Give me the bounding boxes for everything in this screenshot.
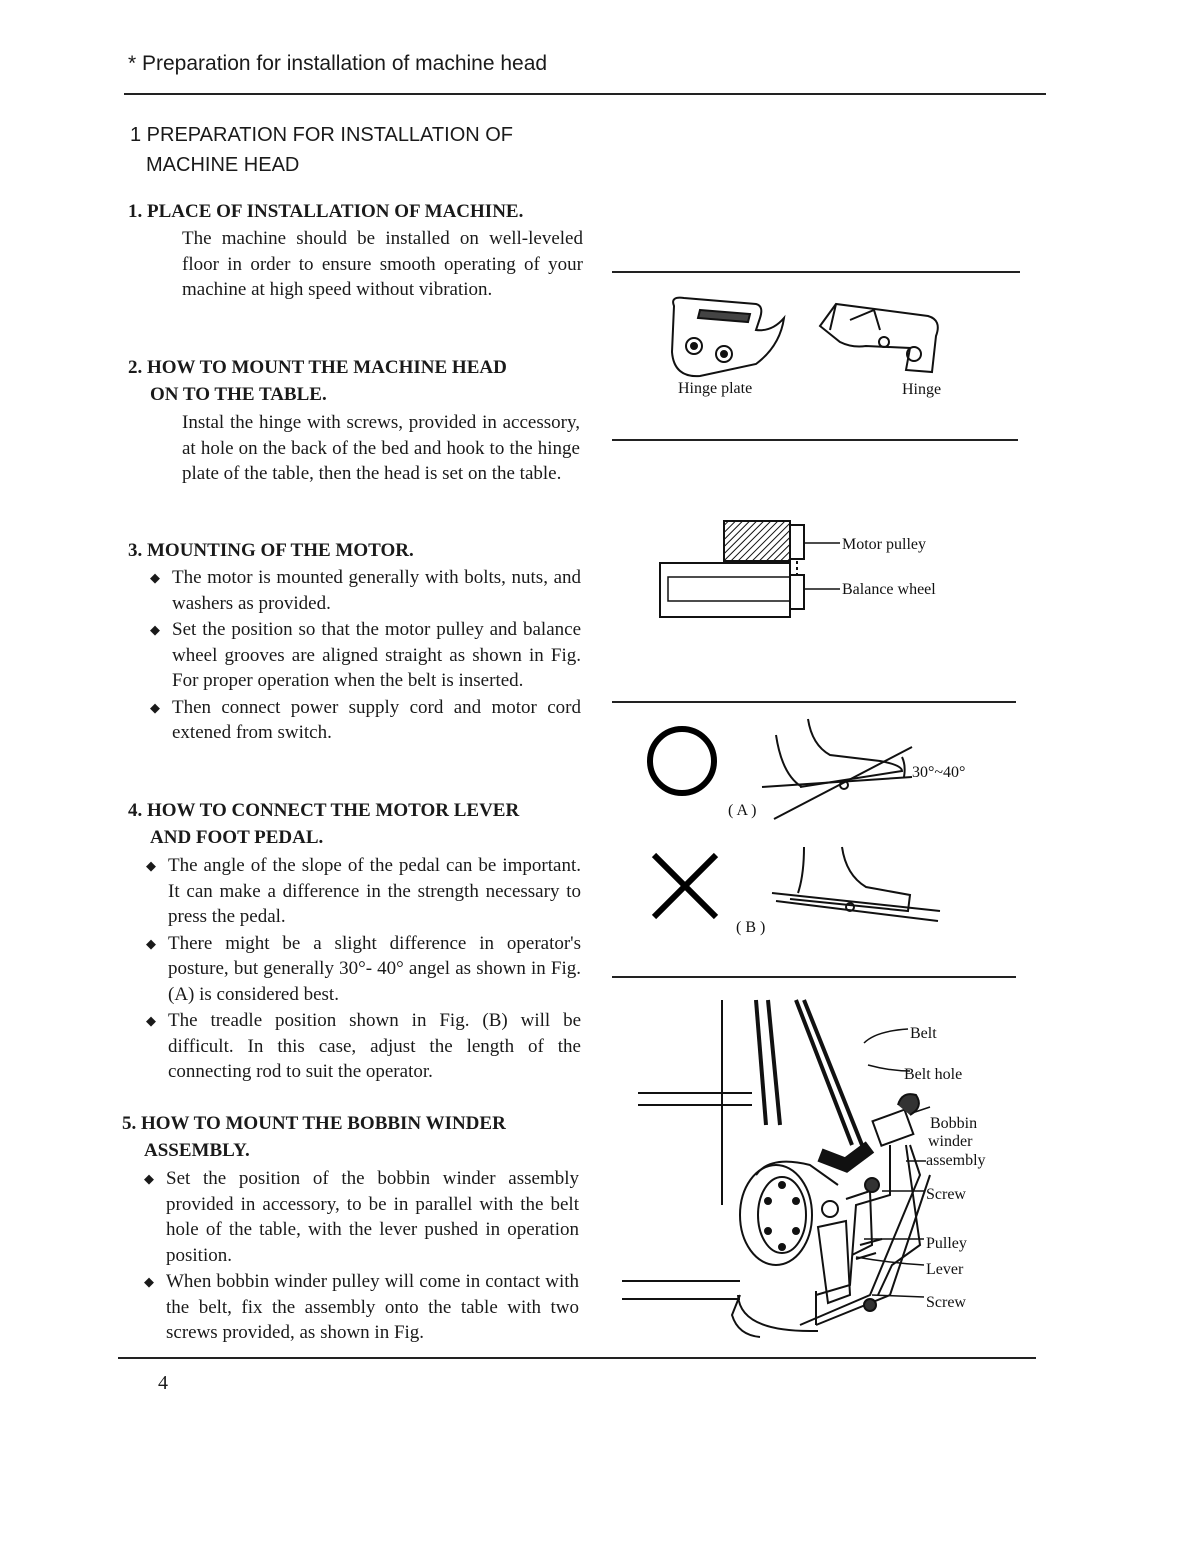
hinge-drawing xyxy=(820,304,938,372)
section-4-heading-line-1: 4. HOW TO CONNECT THE MOTOR LEVER xyxy=(128,800,520,821)
fig-b-label: ( B ) xyxy=(736,919,766,936)
section-5-heading-line-2: ASSEMBLY. xyxy=(144,1140,250,1161)
hinge-figure xyxy=(660,290,980,405)
balance-wheel-label: Balance wheel xyxy=(842,581,936,598)
pedal-a-drawing xyxy=(762,719,912,819)
section-4-bullet-2: ◆ There might be a slight difference in operator's posture, but generally 30°- 40° angel as shown in Fig. (A) is considered best. xyxy=(146,932,581,1005)
chapter-title xyxy=(130,120,513,180)
section-5 xyxy=(122,1110,579,1346)
incorrect-cross-icon xyxy=(654,855,716,917)
machine-bed xyxy=(660,563,790,617)
bobbin-label-line-1: Bobbin xyxy=(930,1115,978,1132)
section-5-bullet-1: ◆ Set the position of the bobbin winder assembly provided in accessory, to be in parallel with the belt hole of the table, with the lever pushed in operation position. xyxy=(144,1168,579,1266)
winder-assembly-drawing xyxy=(816,1094,920,1325)
section-2 xyxy=(128,354,580,487)
diamond-bullet-icon: ◆ xyxy=(150,622,160,637)
page-number: 4 xyxy=(158,1372,168,1394)
balance-wheel-icon xyxy=(790,575,804,609)
diamond-bullet-icon: ◆ xyxy=(146,1013,156,1028)
section-1 xyxy=(128,198,583,303)
screw-label-1: Screw xyxy=(926,1186,966,1203)
diamond-bullet-icon: ◆ xyxy=(150,570,160,585)
section-4 xyxy=(128,797,581,1085)
chapter-title-line-2: MACHINE HEAD xyxy=(146,154,300,176)
section-2-heading-line-2: ON TO THE TABLE. xyxy=(150,384,327,405)
section-3-bullet-2: ◆ Set the position so that the motor pulley and balance wheel grooves are aligned straight as shown in Fig. For proper operation when the belt is inserted. xyxy=(150,619,581,691)
fig-a-label: ( A ) xyxy=(728,802,757,819)
table-drawing xyxy=(622,1000,930,1337)
correct-circle-icon xyxy=(650,729,714,793)
section-2-heading-line-1: 2. HOW TO MOUNT THE MACHINE HEAD xyxy=(128,357,507,378)
bobbin-label-line-3: assembly xyxy=(926,1152,986,1169)
bobbin-label-line-2: winder xyxy=(928,1133,973,1150)
motor-pulley-icon xyxy=(790,525,804,559)
diamond-bullet-icon: ◆ xyxy=(144,1171,154,1186)
motor-body xyxy=(724,521,790,561)
section-4-heading-line-2: AND FOOT PEDAL. xyxy=(150,827,324,848)
section-3-heading: 3. MOUNTING OF THE MOTOR. xyxy=(128,540,414,561)
belt-label: Belt xyxy=(910,1025,937,1042)
belt-hole-label: Belt hole xyxy=(904,1066,963,1083)
figure-rule-1 xyxy=(612,271,1020,273)
motor-pulley-figure xyxy=(656,515,986,625)
section-5-heading-line-1: 5. HOW TO MOUNT THE BOBBIN WINDER xyxy=(122,1113,506,1134)
figure-rule-3 xyxy=(612,701,1016,703)
section-1-heading: 1. PLACE OF INSTALLATION OF MACHINE. xyxy=(128,201,524,222)
motor-pulley-label: Motor pulley xyxy=(842,536,926,553)
diamond-bullet-icon: ◆ xyxy=(144,1274,154,1289)
section-2-text: Instal the hinge with screws, provided in accessory, at hole on the back of the bed and hook to the hinge plate of the table, then the head is set on the table. xyxy=(182,412,580,484)
belt-drawing xyxy=(756,1000,870,1165)
hinge-label: Hinge xyxy=(902,381,942,398)
pedal-angle-label: 30°~40° xyxy=(912,764,966,781)
header-rule xyxy=(124,93,1046,95)
section-3-bullet-3: ◆ Then connect power supply cord and motor cord extened from switch. xyxy=(150,696,581,743)
hinge-plate-label: Hinge plate xyxy=(678,380,753,397)
chapter-title-line-1: 1 PREPARATION FOR INSTALLATION OF xyxy=(130,124,514,146)
page-header-title: * Preparation for installation of machine head xyxy=(128,52,548,75)
diamond-bullet-icon: ◆ xyxy=(146,858,156,873)
section-3-bullet-1: ◆ The motor is mounted generally with bolts, nuts, and washers as provided. xyxy=(150,567,581,614)
pedal-angle-figure xyxy=(640,715,1020,955)
screw-label-2: Screw xyxy=(926,1294,966,1311)
section-1-text: The machine should be installed on well-leveled floor in order to ensure smooth operating of your machine at high speed without vibration. xyxy=(182,228,583,300)
pedal-b-drawing xyxy=(772,847,940,921)
section-4-bullet-1: ◆ The angle of the slope of the pedal can be important. It can make a difference in the strength necessary to press the pedal. xyxy=(146,855,581,927)
section-4-bullet-3: ◆ The treadle position shown in Fig. (B) will be difficult. In this case, adjust the length of the connecting rod to suit the operator. xyxy=(146,1010,581,1082)
section-3 xyxy=(128,537,581,746)
section-5-bullet-2: ◆ When bobbin winder pulley will come in contact with the belt, fix the assembly onto the table with two screws provided, as shown in Fig. xyxy=(144,1271,579,1343)
bobbin-winder-figure xyxy=(620,995,1010,1345)
hinge-plate-drawing xyxy=(672,298,784,376)
diamond-bullet-icon: ◆ xyxy=(146,935,156,951)
figure-rule-4 xyxy=(612,976,1016,978)
diamond-bullet-icon: ◆ xyxy=(150,699,160,715)
pulley-label: Pulley xyxy=(926,1235,967,1252)
lever-label: Lever xyxy=(926,1261,964,1278)
footer-rule xyxy=(118,1357,1036,1359)
figure-rule-2 xyxy=(612,439,1018,441)
